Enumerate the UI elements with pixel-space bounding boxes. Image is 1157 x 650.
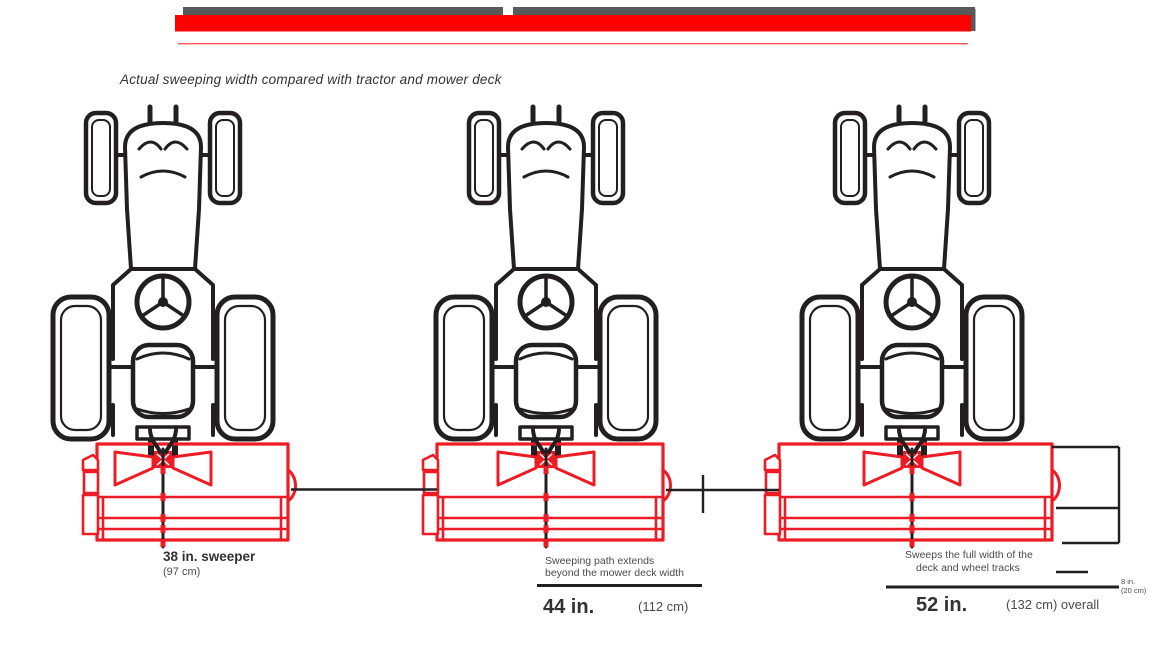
side-latch-bottom <box>83 495 98 534</box>
fig2-note-line2: beyond the mower deck width <box>545 567 684 579</box>
side-latch-mid <box>84 472 98 493</box>
bar-shadow-right-cap <box>971 9 976 31</box>
header-bar <box>175 7 976 44</box>
centerline-tick-5 <box>910 539 915 547</box>
fig2-size-metric: (112 cm) <box>638 599 689 614</box>
side-latch-top <box>765 455 780 470</box>
side-latch-top <box>423 455 438 470</box>
fig1-label-line1: 38 in. sweeper <box>163 549 256 564</box>
fig3-side-note-line1: 8 in. <box>1121 577 1136 586</box>
centerline-tick-2 <box>544 493 549 501</box>
bar-shadow-right-segment <box>513 7 975 15</box>
fig1-label-line2: (97 cm) <box>163 566 201 578</box>
centerline-tick-2 <box>910 493 915 501</box>
fig3-note-line2: deck and wheel tracks <box>916 562 1020 574</box>
side-latch-bottom <box>765 495 780 534</box>
centerline-tick-4 <box>161 525 166 533</box>
tractor-icon-3 <box>802 107 1022 459</box>
centerline-tick-1 <box>544 466 549 474</box>
fig3-size-label: 52 in. <box>916 594 968 616</box>
centerline-tick-2 <box>161 493 166 501</box>
red-bar <box>175 15 971 32</box>
tractor-icon-1 <box>53 107 273 459</box>
figure-1-labels <box>163 549 256 578</box>
figure-3-labels <box>905 549 1147 616</box>
thin-red-underline <box>178 43 968 44</box>
side-latch-bottom <box>423 495 438 534</box>
fig3-size-metric: (132 cm) overall <box>1006 597 1100 612</box>
side-latch-top <box>83 455 98 470</box>
tractor-icon-2 <box>436 107 656 459</box>
centerline-tick-4 <box>544 525 549 533</box>
centerline-tick-3 <box>544 514 549 522</box>
centerline-tick-3 <box>161 514 166 522</box>
diagram-title: Actual sweeping width compared with tractor and mower deck <box>120 72 502 87</box>
fig2-size-label: 44 in. <box>543 596 595 618</box>
centerline-tick-3 <box>910 514 915 522</box>
fig3-note-line1: Sweeps the full width of the <box>905 549 1033 561</box>
centerline-tick-1 <box>910 466 915 474</box>
centerline-tick-1 <box>161 466 166 474</box>
bar-shadow-left-segment <box>183 7 503 15</box>
fig3-side-note-line2: (20 cm) <box>1121 586 1147 595</box>
fig2-note-line1: Sweeping path extends <box>545 555 655 567</box>
centerline-tick-5 <box>544 539 549 547</box>
centerline-tick-5 <box>161 539 166 547</box>
centerline-tick-4 <box>910 525 915 533</box>
